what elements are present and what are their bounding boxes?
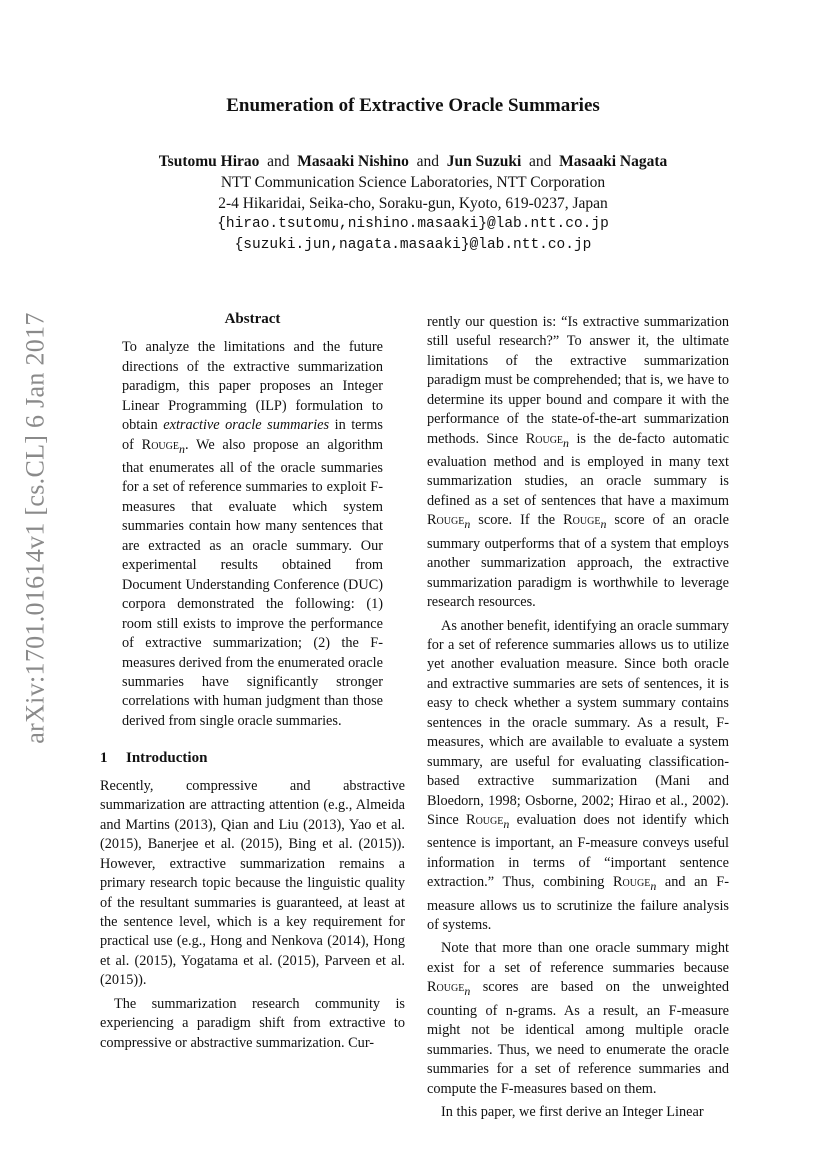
rouge-subscript: n (503, 816, 510, 831)
body-text: score of an oracle summary outperforms that of a system that employs another summarization approach, the extractive summarization paradigm is worthwhile to leverage research resources. (427, 512, 729, 611)
rouge-term: Rouge (141, 436, 179, 453)
author-names (0, 151, 826, 172)
section-title: Introduction (126, 750, 208, 767)
rouge-subscript: n (563, 435, 569, 450)
body-paragraph-3 (427, 939, 729, 1098)
rouge-term: Rouge (427, 979, 465, 996)
rouge-subscript: n (600, 517, 607, 532)
rouge-subscript: n (464, 984, 471, 999)
section-number: 1 (100, 750, 108, 767)
abstract-body (122, 338, 383, 731)
body-text: rently our question is: “Is extractive summarization still useful research?” To answer it, the ultimate limitations of the extractive summarization paradigm must be comprehended; that is, we have to determine its upper bound and compare it with the performance of the state-of-the-art summarization methods. Since (427, 314, 729, 447)
body-paragraph-2 (427, 617, 729, 936)
intro-paragraph-1: Recently, compressive and abstractive summarization are attracting attention (e.g., Almeida and Martins (2013), Qian and Liu (2013), Yao et al. (2015), Banerjee et al. (2015), Bing et al. (2015)). However, extractive summarization remains a primary research topic because the linguistic quality of the resultant summaries is guaranteed, at least at the sentence level, which is a key requirement for practical use (e.g., Hong and Nenkova (2014), Hong et al. (2015), Yogatama et al. (2015), Parveen et al. (2015)). (100, 777, 405, 989)
body-text: is the de-facto automatic evaluation method and is employed in many text summarization studies, an oracle summary is defined as a set of sentences that have a maximum (427, 430, 730, 509)
intro-paragraph-2: The summarization research community is experiencing a paradigm shift from extractive to compressive or abstractive summarization. Cur- (100, 995, 405, 1051)
author-name: Jun Suzuki (446, 153, 522, 170)
section-heading-introduction (100, 749, 405, 768)
abstract-heading: Abstract (224, 311, 281, 327)
rouge-term: Rouge (466, 812, 504, 829)
left-column (100, 310, 405, 1053)
body-text: As another benefit, identifying an oracle summary for a set of reference summaries allows us to utilize yet another evaluation measure. Since both oracle and extractive summaries are sets of sentences, it is easy to check whether a system summary contains sentences in the oracle summary. As a result, F-measures, which are available to evaluate a system summary, are useful for evaluating classification-based extractive summarization (Mani and Bloedorn, 1998; Osborne, 2002; Hirao et al., 2002). Since (427, 617, 729, 829)
rouge-subscript: n (178, 441, 185, 456)
body-text: evaluation does not identify which sentence is important, an F-measure conveys useful information in terms of “important sentence extraction.” Thus, combining (427, 812, 730, 891)
abstract-text: . We also propose an algorithm that enumerates all of the oracle summaries for a set of reference summaries to exploit F-measures that evaluate which system summaries contain how many sentences that are extracted as an oracle summary. Our experimental results obtained from Document Understanding Conference (DUC) corpora demonstrated the following: (1) room still exists to improve the performance of extractive summarization; (2) the F-measures derived from the enumerated oracle summaries have significantly stronger correlations with human judgment than those derived from single oracle summaries. (122, 436, 384, 729)
body-paragraph-4: In this paper, we first derive an Integer Linear (441, 1103, 704, 1120)
author-separator: and (267, 153, 290, 170)
rouge-term: Rouge (525, 430, 564, 447)
right-column (427, 313, 729, 1122)
abstract-text: in terms of (122, 417, 383, 453)
paper-title: Enumeration of Extractive Oracle Summaries (226, 95, 600, 116)
rouge-subscript: n (464, 517, 471, 532)
arxiv-stamp (18, 312, 54, 744)
rouge-term: Rouge (563, 512, 601, 529)
rouge-term: Rouge (427, 512, 465, 529)
author-name: Tsutomu Hirao (158, 153, 260, 170)
authors-block (0, 151, 826, 256)
abstract-text: To analyze the limitations and the future directions of the extractive summarization paradigm, this paper proposes an Integer Linear Programming (ILP) formulation to obtain (122, 339, 383, 434)
author-name: Masaaki Nishino (297, 153, 409, 170)
arxiv-stamp-text: arXiv:1701.01614v1 [cs.CL] 6 Jan 2017 (21, 312, 51, 744)
abstract-emphasis: extractive oracle summaries (163, 417, 330, 434)
rouge-subscript: n (650, 879, 657, 894)
body-text: and an F-measure allows us to scrutinize the failure analysis of systems. (427, 874, 729, 934)
body-text: Note that more than one oracle summary might exist for a set of reference summaries because (427, 940, 729, 976)
author-separator: and (416, 153, 439, 170)
body-text: score. If the (478, 512, 556, 529)
email-line-2: {suzuki.jun,nagata.masaaki}@lab.ntt.co.jp (234, 237, 592, 253)
email-line-1: {hirao.tsutomu,nishino.masaaki}@lab.ntt.co.jp (217, 216, 609, 232)
address: 2-4 Hikaridai, Seika-cho, Soraku-gun, Kyoto, 619-0237, Japan (218, 195, 608, 212)
body-paragraph-1 (427, 313, 729, 613)
author-name: Masaaki Nagata (559, 153, 668, 170)
rouge-term: Rouge (613, 874, 651, 891)
body-text: scores are based on the unweighted counting of n-grams. As a result, an F-measure might not be identical among multiple oracle summaries. Thus, we need to enumerate the oracle summaries for a set of reference summaries and compute the F-measures based on them. (427, 979, 729, 1097)
affiliation: NTT Communication Science Laboratories, NTT Corporation (220, 174, 606, 191)
author-separator: and (529, 153, 552, 170)
